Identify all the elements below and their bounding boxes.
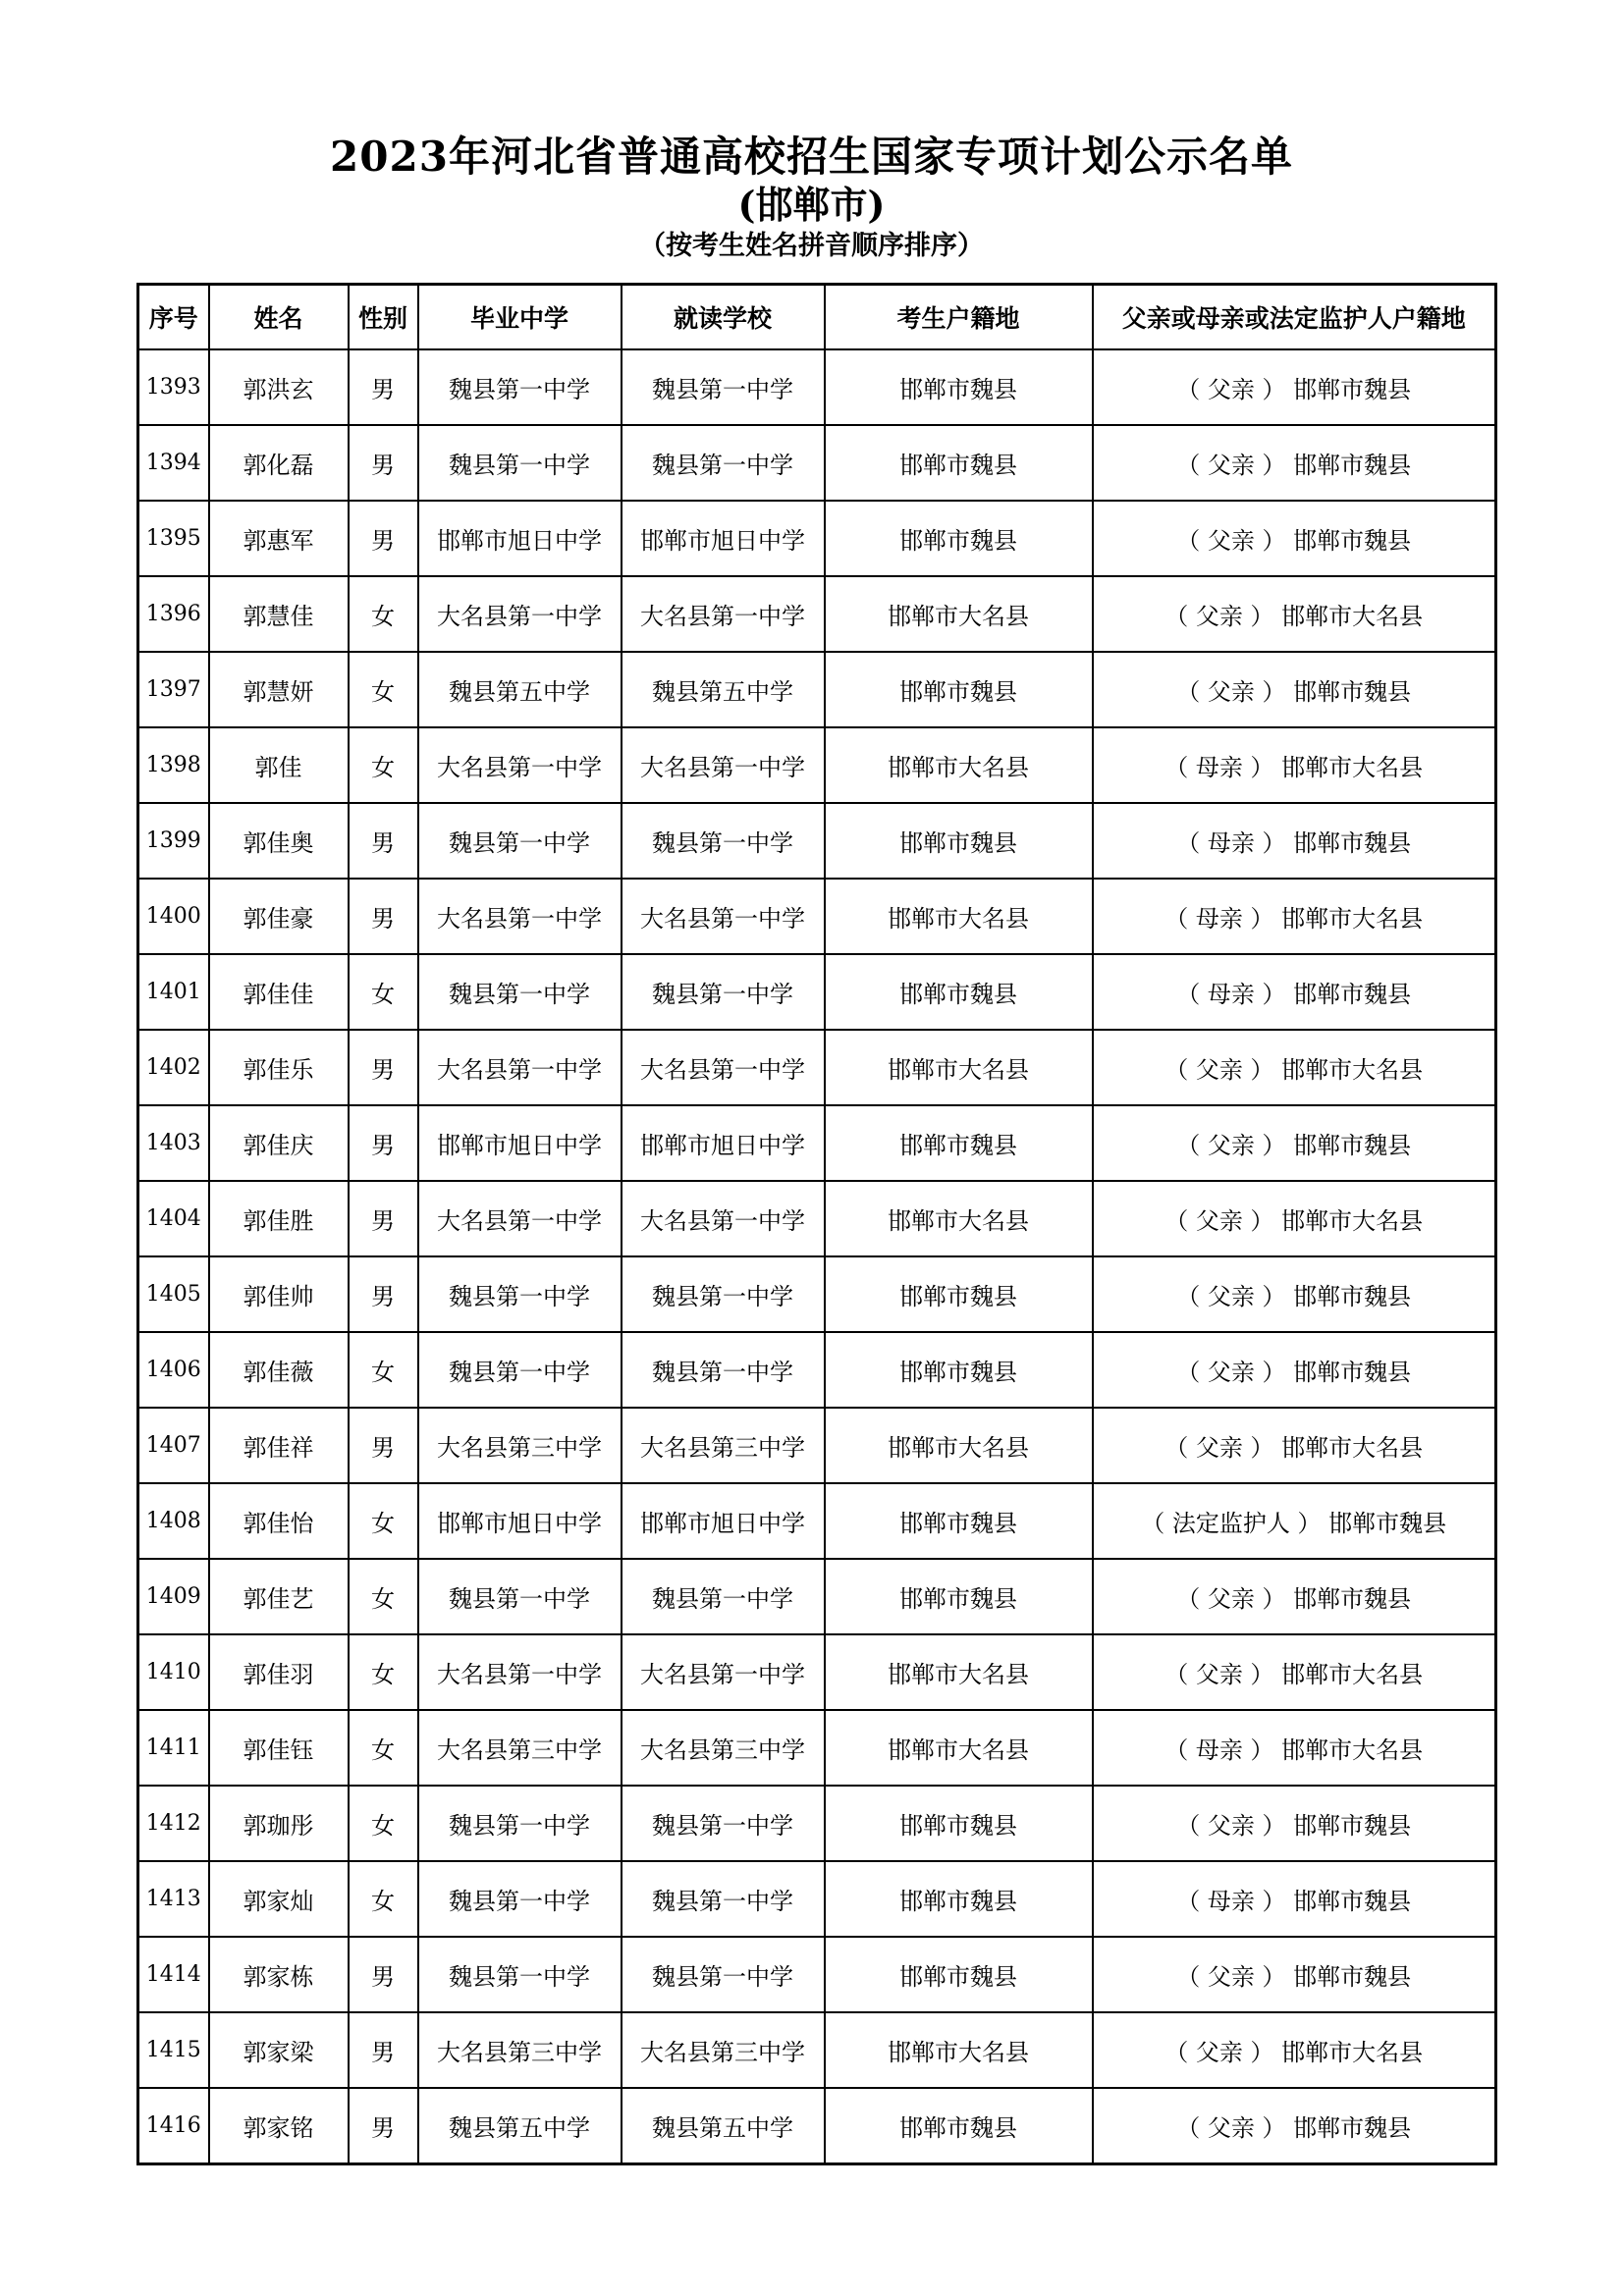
cell-gender: 女: [349, 954, 418, 1030]
cell-gender: 女: [349, 652, 418, 727]
cell-guardian-household: （ 父亲 ） 邯郸市魏县: [1093, 652, 1496, 727]
cell-current-school: 魏县第一中学: [622, 1559, 825, 1634]
cell-name: 郭化磊: [209, 425, 349, 501]
cell-gender: 男: [349, 1030, 418, 1105]
cell-candidate-household: 邯郸市魏县: [825, 2088, 1093, 2164]
cell-name: 郭佳: [209, 727, 349, 803]
cell-gender: 男: [349, 349, 418, 425]
cell-candidate-household: 邯郸市魏县: [825, 803, 1093, 879]
cell-current-school: 魏县第一中学: [622, 1861, 825, 1937]
cell-graduation-school: 邯郸市旭日中学: [418, 1483, 622, 1559]
table-row: [138, 1332, 1496, 1408]
cell-candidate-household: 邯郸市魏县: [825, 652, 1093, 727]
cell-guardian-household: （ 母亲 ） 邯郸市大名县: [1093, 1710, 1496, 1786]
cell-graduation-school: 魏县第一中学: [418, 1786, 622, 1861]
header-graduation-school: 毕业中学: [418, 285, 622, 350]
cell-gender: 男: [349, 879, 418, 954]
cell-gender: 男: [349, 1937, 418, 2012]
cell-graduation-school: 大名县第一中学: [418, 727, 622, 803]
cell-guardian-household: （ 父亲 ） 邯郸市大名县: [1093, 1030, 1496, 1105]
cell-serial-number: 1415: [138, 2012, 209, 2088]
cell-candidate-household: 邯郸市大名县: [825, 1710, 1093, 1786]
cell-gender: 男: [349, 1181, 418, 1256]
cell-graduation-school: 大名县第一中学: [418, 879, 622, 954]
table-row: [138, 1634, 1496, 1710]
cell-serial-number: 1412: [138, 1786, 209, 1861]
cell-current-school: 大名县第一中学: [622, 1634, 825, 1710]
cell-name: 郭佳帅: [209, 1256, 349, 1332]
cell-serial-number: 1409: [138, 1559, 209, 1634]
cell-serial-number: 1396: [138, 576, 209, 652]
cell-gender: 女: [349, 1710, 418, 1786]
cell-candidate-household: 邯郸市魏县: [825, 1256, 1093, 1332]
cell-name: 郭佳祥: [209, 1408, 349, 1483]
cell-gender: 男: [349, 501, 418, 576]
table-row: [138, 1861, 1496, 1937]
cell-candidate-household: 邯郸市大名县: [825, 879, 1093, 954]
cell-guardian-household: （ 父亲 ） 邯郸市魏县: [1093, 1105, 1496, 1181]
table-row: [138, 501, 1496, 576]
cell-gender: 男: [349, 1256, 418, 1332]
cell-current-school: 魏县第一中学: [622, 349, 825, 425]
cell-graduation-school: 邯郸市旭日中学: [418, 1105, 622, 1181]
cell-serial-number: 1401: [138, 954, 209, 1030]
cell-name: 郭佳奥: [209, 803, 349, 879]
cell-candidate-household: 邯郸市魏县: [825, 425, 1093, 501]
cell-candidate-household: 邯郸市魏县: [825, 1861, 1093, 1937]
cell-guardian-household: （ 父亲 ） 邯郸市大名县: [1093, 2012, 1496, 2088]
cell-name: 郭佳佳: [209, 954, 349, 1030]
table-row: [138, 1030, 1496, 1105]
cell-candidate-household: 邯郸市魏县: [825, 1786, 1093, 1861]
cell-guardian-household: （ 父亲 ） 邯郸市魏县: [1093, 2088, 1496, 2164]
cell-current-school: 大名县第一中学: [622, 1030, 825, 1105]
cell-name: 郭惠军: [209, 501, 349, 576]
cell-serial-number: 1393: [138, 349, 209, 425]
cell-name: 郭佳怡: [209, 1483, 349, 1559]
cell-guardian-household: （ 父亲 ） 邯郸市魏县: [1093, 1256, 1496, 1332]
cell-gender: 女: [349, 727, 418, 803]
cell-current-school: 魏县第一中学: [622, 425, 825, 501]
cell-serial-number: 1394: [138, 425, 209, 501]
cell-name: 郭佳羽: [209, 1634, 349, 1710]
cell-guardian-household: （ 父亲 ） 邯郸市魏县: [1093, 425, 1496, 501]
cell-name: 郭佳艺: [209, 1559, 349, 1634]
cell-candidate-household: 邯郸市魏县: [825, 1332, 1093, 1408]
cell-graduation-school: 魏县第一中学: [418, 1559, 622, 1634]
cell-serial-number: 1398: [138, 727, 209, 803]
cell-guardian-household: （ 父亲 ） 邯郸市魏县: [1093, 349, 1496, 425]
table-header-row: [138, 285, 1496, 350]
cell-guardian-household: （ 父亲 ） 邯郸市大名县: [1093, 1634, 1496, 1710]
cell-guardian-household: （ 母亲 ） 邯郸市大名县: [1093, 879, 1496, 954]
table-row: [138, 1256, 1496, 1332]
cell-gender: 女: [349, 1786, 418, 1861]
table-row: [138, 879, 1496, 954]
table-row: [138, 1181, 1496, 1256]
cell-gender: 男: [349, 1408, 418, 1483]
cell-gender: 男: [349, 2088, 418, 2164]
cell-candidate-household: 邯郸市魏县: [825, 1105, 1093, 1181]
cell-name: 郭慧妍: [209, 652, 349, 727]
cell-candidate-household: 邯郸市大名县: [825, 1634, 1093, 1710]
table-row: [138, 1786, 1496, 1861]
cell-graduation-school: 大名县第一中学: [418, 1030, 622, 1105]
document-title: 2023年河北省普通高校招生国家专项计划公示名单: [330, 133, 1293, 181]
cell-candidate-household: 邯郸市魏县: [825, 1559, 1093, 1634]
cell-current-school: 大名县第三中学: [622, 1408, 825, 1483]
table-row: [138, 954, 1496, 1030]
cell-current-school: 大名县第三中学: [622, 1710, 825, 1786]
cell-graduation-school: 魏县第一中学: [418, 954, 622, 1030]
cell-candidate-household: 邯郸市魏县: [825, 349, 1093, 425]
cell-serial-number: 1414: [138, 1937, 209, 2012]
cell-current-school: 魏县第一中学: [622, 1256, 825, 1332]
cell-graduation-school: 大名县第一中学: [418, 576, 622, 652]
cell-candidate-household: 邯郸市魏县: [825, 954, 1093, 1030]
cell-serial-number: 1404: [138, 1181, 209, 1256]
cell-name: 郭洪玄: [209, 349, 349, 425]
cell-current-school: 魏县第一中学: [622, 1937, 825, 2012]
cell-serial-number: 1397: [138, 652, 209, 727]
cell-serial-number: 1402: [138, 1030, 209, 1105]
cell-guardian-household: （ 母亲 ） 邯郸市魏县: [1093, 803, 1496, 879]
cell-guardian-household: （ 父亲 ） 邯郸市魏县: [1093, 1937, 1496, 2012]
cell-current-school: 魏县第一中学: [622, 803, 825, 879]
cell-name: 郭佳钰: [209, 1710, 349, 1786]
cell-serial-number: 1416: [138, 2088, 209, 2164]
document-subtitle: (邯郸市): [737, 183, 886, 227]
cell-candidate-household: 邯郸市大名县: [825, 1181, 1093, 1256]
cell-candidate-household: 邯郸市大名县: [825, 1030, 1093, 1105]
table-row: [138, 1483, 1496, 1559]
cell-guardian-household: （ 父亲 ） 邯郸市大名县: [1093, 1181, 1496, 1256]
cell-current-school: 魏县第五中学: [622, 2088, 825, 2164]
header-name: 姓名: [209, 285, 349, 350]
cell-serial-number: 1399: [138, 803, 209, 879]
cell-current-school: 魏县第一中学: [622, 1786, 825, 1861]
cell-graduation-school: 大名县第三中学: [418, 1408, 622, 1483]
cell-name: 郭家铭: [209, 2088, 349, 2164]
cell-candidate-household: 邯郸市魏县: [825, 1483, 1093, 1559]
table-row: [138, 727, 1496, 803]
cell-candidate-household: 邯郸市魏县: [825, 1937, 1093, 2012]
table-row: [138, 803, 1496, 879]
cell-current-school: 邯郸市旭日中学: [622, 1483, 825, 1559]
table-row: [138, 1710, 1496, 1786]
header-candidate-household: 考生户籍地: [825, 285, 1093, 350]
cell-graduation-school: 魏县第五中学: [418, 2088, 622, 2164]
cell-serial-number: 1411: [138, 1710, 209, 1786]
cell-name: 郭家栋: [209, 1937, 349, 2012]
cell-gender: 男: [349, 1105, 418, 1181]
cell-graduation-school: 大名县第三中学: [418, 2012, 622, 2088]
cell-current-school: 大名县第一中学: [622, 576, 825, 652]
cell-name: 郭佳薇: [209, 1332, 349, 1408]
cell-name: 郭佳豪: [209, 879, 349, 954]
table-row: [138, 349, 1496, 425]
cell-gender: 女: [349, 1634, 418, 1710]
cell-serial-number: 1405: [138, 1256, 209, 1332]
cell-current-school: 魏县第五中学: [622, 652, 825, 727]
table-row: [138, 1408, 1496, 1483]
cell-graduation-school: 魏县第一中学: [418, 1332, 622, 1408]
cell-serial-number: 1406: [138, 1332, 209, 1408]
cell-name: 郭佳乐: [209, 1030, 349, 1105]
cell-graduation-school: 大名县第一中学: [418, 1181, 622, 1256]
header-guardian-household: 父亲或母亲或法定监护人户籍地: [1093, 285, 1496, 350]
cell-serial-number: 1410: [138, 1634, 209, 1710]
cell-current-school: 大名县第三中学: [622, 2012, 825, 2088]
candidate-table: [136, 283, 1497, 2165]
cell-guardian-household: （ 母亲 ） 邯郸市大名县: [1093, 727, 1496, 803]
cell-candidate-household: 邯郸市魏县: [825, 501, 1093, 576]
cell-gender: 男: [349, 425, 418, 501]
cell-graduation-school: 魏县第一中学: [418, 1937, 622, 2012]
cell-candidate-household: 邯郸市大名县: [825, 2012, 1093, 2088]
table-body: [138, 349, 1496, 2164]
cell-gender: 女: [349, 576, 418, 652]
cell-gender: 女: [349, 1332, 418, 1408]
cell-name: 郭佳胜: [209, 1181, 349, 1256]
cell-graduation-school: 魏县第五中学: [418, 652, 622, 727]
cell-graduation-school: 魏县第一中学: [418, 425, 622, 501]
cell-guardian-household: （ 法定监护人 ） 邯郸市魏县: [1093, 1483, 1496, 1559]
cell-serial-number: 1395: [138, 501, 209, 576]
cell-name: 郭家灿: [209, 1861, 349, 1937]
cell-guardian-household: （ 母亲 ） 邯郸市魏县: [1093, 954, 1496, 1030]
cell-guardian-household: （ 母亲 ） 邯郸市魏县: [1093, 1861, 1496, 1937]
table-row: [138, 652, 1496, 727]
cell-graduation-school: 魏县第一中学: [418, 803, 622, 879]
cell-name: 郭佳庆: [209, 1105, 349, 1181]
cell-guardian-household: （ 父亲 ） 邯郸市魏县: [1093, 1332, 1496, 1408]
cell-serial-number: 1400: [138, 879, 209, 954]
header-current-school: 就读学校: [622, 285, 825, 350]
cell-candidate-household: 邯郸市大名县: [825, 1408, 1093, 1483]
cell-serial-number: 1413: [138, 1861, 209, 1937]
cell-name: 郭珈彤: [209, 1786, 349, 1861]
table-row: [138, 576, 1496, 652]
header-gender: 性别: [349, 285, 418, 350]
cell-gender: 女: [349, 1861, 418, 1937]
table-row: [138, 1937, 1496, 2012]
table-row: [138, 2012, 1496, 2088]
cell-guardian-household: （ 父亲 ） 邯郸市魏县: [1093, 1786, 1496, 1861]
cell-serial-number: 1408: [138, 1483, 209, 1559]
cell-current-school: 魏县第一中学: [622, 1332, 825, 1408]
table-row: [138, 2088, 1496, 2164]
header-serial-number: 序号: [138, 285, 209, 350]
table-row: [138, 1559, 1496, 1634]
cell-gender: 男: [349, 2012, 418, 2088]
cell-graduation-school: 大名县第三中学: [418, 1710, 622, 1786]
table-row: [138, 1105, 1496, 1181]
cell-current-school: 大名县第一中学: [622, 879, 825, 954]
cell-guardian-household: （ 父亲 ） 邯郸市魏县: [1093, 501, 1496, 576]
cell-graduation-school: 魏县第一中学: [418, 1256, 622, 1332]
cell-name: 郭家梁: [209, 2012, 349, 2088]
cell-guardian-household: （ 父亲 ） 邯郸市魏县: [1093, 1559, 1496, 1634]
cell-guardian-household: （ 父亲 ） 邯郸市大名县: [1093, 1408, 1496, 1483]
cell-current-school: 大名县第一中学: [622, 1181, 825, 1256]
cell-graduation-school: 邯郸市旭日中学: [418, 501, 622, 576]
table-row: [138, 425, 1496, 501]
sort-order-note: （按考生姓名拼音顺序排序）: [639, 231, 984, 261]
cell-current-school: 大名县第一中学: [622, 727, 825, 803]
cell-gender: 男: [349, 803, 418, 879]
cell-guardian-household: （ 父亲 ） 邯郸市大名县: [1093, 576, 1496, 652]
cell-gender: 女: [349, 1559, 418, 1634]
cell-current-school: 魏县第一中学: [622, 954, 825, 1030]
cell-current-school: 邯郸市旭日中学: [622, 1105, 825, 1181]
cell-graduation-school: 魏县第一中学: [418, 349, 622, 425]
cell-serial-number: 1407: [138, 1408, 209, 1483]
cell-current-school: 邯郸市旭日中学: [622, 501, 825, 576]
cell-candidate-household: 邯郸市大名县: [825, 727, 1093, 803]
cell-gender: 女: [349, 1483, 418, 1559]
cell-serial-number: 1403: [138, 1105, 209, 1181]
cell-graduation-school: 魏县第一中学: [418, 1861, 622, 1937]
cell-graduation-school: 大名县第一中学: [418, 1634, 622, 1710]
cell-candidate-household: 邯郸市大名县: [825, 576, 1093, 652]
cell-name: 郭慧佳: [209, 576, 349, 652]
